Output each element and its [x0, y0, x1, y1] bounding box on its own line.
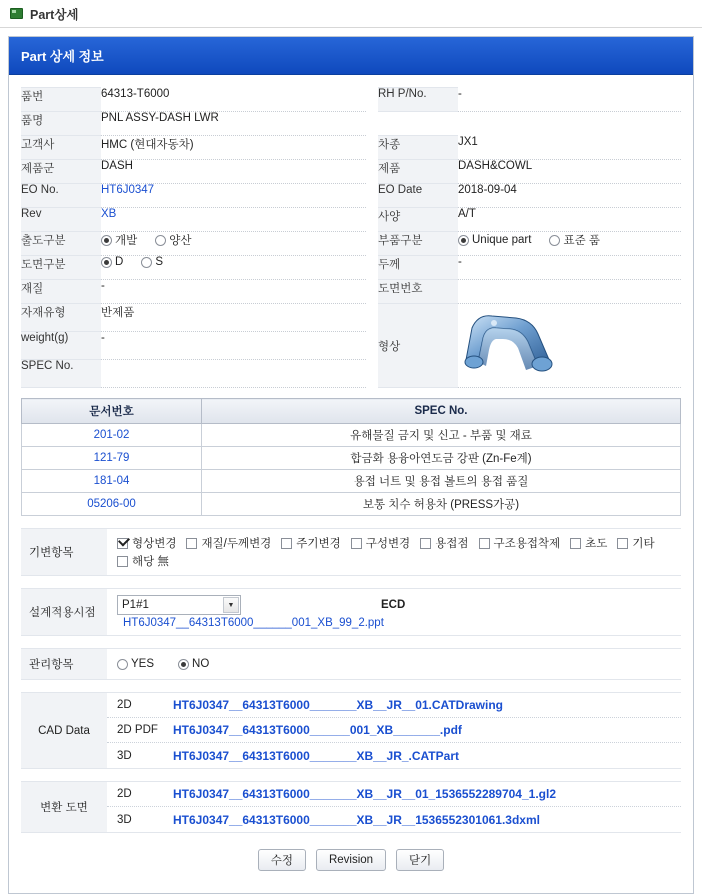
field-value-product-group: DASH: [101, 160, 366, 184]
field-label-part-type: 부품구분: [378, 232, 458, 256]
field-label-part-name: 품명: [21, 112, 101, 136]
field-value-spec-no: [101, 360, 366, 388]
checkbox-label: 해당 無: [132, 556, 169, 568]
field-value-part-type: [458, 232, 681, 256]
field-label-material: 재질: [21, 280, 101, 304]
checkbox-label: 재질/두께변경: [201, 538, 272, 550]
form-row: [21, 136, 681, 160]
button-bar: [21, 849, 681, 883]
spec-table-wrap: [21, 398, 681, 516]
field-value-weight: -: [101, 332, 366, 360]
field-value-eo-date: 2018-09-04: [458, 184, 681, 208]
design-apply-selected: P1#1: [122, 599, 149, 611]
cad-file-kind: 2D: [117, 699, 132, 711]
design-apply-label: 설계적용시점: [21, 589, 107, 635]
field-value-part-name: PNL ASSY-DASH LWR: [101, 112, 366, 136]
field-label-product-group: 제품군: [21, 160, 101, 184]
spec-header-row: [22, 399, 681, 424]
radio-label: S: [155, 256, 163, 268]
converted-drawing-section: [21, 781, 681, 833]
field-label-material-type: 자재유형: [21, 304, 101, 332]
converted-drawing-body: [107, 782, 681, 832]
page-container: [0, 28, 702, 894]
spec-table: [21, 398, 681, 516]
checkbox-icon: [281, 538, 292, 549]
form-row: [21, 88, 681, 112]
spec-col-spec-no: SPEC No.: [202, 399, 681, 424]
close-button[interactable]: 닫기: [396, 849, 444, 871]
field-label-spec: 사양: [378, 208, 458, 232]
checkbox-material-thickness-change[interactable]: [186, 535, 271, 551]
form-row: [21, 304, 681, 332]
field-value-shape: [458, 304, 681, 388]
field-label-eo-no: EO No.: [21, 184, 101, 208]
field-value-material-type: 반제품: [101, 304, 366, 332]
field-value-spec: A/T: [458, 208, 681, 232]
table-row: [22, 424, 681, 447]
list-item: [107, 743, 681, 768]
window-titlebar: [0, 0, 702, 28]
cad-file-link[interactable]: HT6J0347__64313T6000_______XB__JR_.CATPart: [173, 748, 459, 763]
radio-icon: [117, 659, 128, 670]
spec-doc-no[interactable]: 05206-00: [22, 493, 202, 516]
design-apply-select[interactable]: [117, 595, 241, 615]
panel-body: [9, 75, 693, 893]
field-value-drawing-type: [101, 256, 366, 280]
checkbox-label: 용접점: [435, 538, 469, 550]
checkbox-shape-change[interactable]: [117, 535, 176, 551]
field-label-drawing-type: 도면구분: [21, 256, 101, 280]
radio-label: YES: [131, 658, 155, 670]
radio-label: Unique part: [472, 234, 532, 246]
spec-doc-no[interactable]: 201-02: [22, 424, 202, 447]
design-apply-section: [21, 588, 681, 636]
spec-desc: 합금화 용융아연도금 강판 (Zn-Fe계): [202, 447, 681, 470]
cad-data-body: [107, 693, 681, 768]
checkbox-label: 주기변경: [296, 538, 341, 550]
spec-col-doc-no: 문서번호: [22, 399, 202, 424]
radio-standard-part[interactable]: [549, 232, 600, 248]
field-label-customer: 고객사: [21, 136, 101, 160]
radio-release-dev[interactable]: [101, 232, 137, 248]
list-item: [107, 718, 681, 743]
field-label-spec-no: SPEC No.: [21, 360, 101, 388]
checkbox-label: 형상변경: [132, 538, 177, 550]
change-items-section: [21, 528, 681, 576]
form-row: [21, 160, 681, 184]
checkbox-cycle-change[interactable]: [281, 535, 340, 551]
spec-desc: 용접 너트 및 용접 볼트의 용접 품질: [202, 470, 681, 493]
radio-icon: [101, 257, 112, 268]
field-value-rh-pno: -: [458, 88, 681, 112]
cad-data-section: [21, 692, 681, 769]
form-row: [21, 256, 681, 280]
field-label-shape: 형상: [378, 304, 458, 388]
form-row: [21, 232, 681, 256]
field-label-thickness: 두께: [378, 256, 458, 280]
manage-items-body: [107, 649, 681, 679]
checkbox-initial[interactable]: [570, 535, 607, 551]
window-icon: [10, 8, 23, 19]
field-value-product: DASH&COWL: [458, 160, 681, 184]
window-title: Part상세: [30, 7, 79, 22]
manage-items-section: [21, 648, 681, 680]
change-items-body: [107, 529, 681, 575]
ecd-label: ECD: [381, 599, 406, 611]
spec-desc: 보통 치수 허용차 (PRESS가공): [202, 493, 681, 516]
radio-release-mass[interactable]: [155, 232, 191, 248]
converted-file-link[interactable]: HT6J0347__64313T6000_______XB__JR__1536552301061.3dxml: [173, 812, 540, 827]
spec-doc-no[interactable]: 181-04: [22, 470, 202, 493]
field-label-empty: [378, 112, 458, 136]
radio-label: NO: [192, 658, 210, 670]
checkbox-label: 구조용접착제: [493, 538, 561, 550]
radio-icon: [458, 235, 469, 246]
table-row: [22, 447, 681, 470]
field-label-drawing-no: 도면번호: [378, 280, 458, 304]
change-items-label: 기변항목: [21, 529, 107, 575]
spec-desc: 유해물질 금지 및 신고 - 부품 및 재료: [202, 424, 681, 447]
list-item: [107, 782, 681, 807]
edit-button[interactable]: 수정: [258, 849, 306, 871]
radio-icon: [549, 235, 560, 246]
radio-icon: [178, 659, 189, 670]
checkbox-none[interactable]: [117, 553, 169, 569]
field-label-rh-pno: RH P/No.: [378, 88, 458, 112]
checkbox-icon: [117, 556, 128, 567]
cad-file-link[interactable]: HT6J0347__64313T6000______001_XB_______.pdf: [173, 723, 462, 737]
field-label-rev: Rev: [21, 208, 101, 232]
chevron-down-icon[interactable]: ▼: [223, 597, 239, 613]
spec-doc-no[interactable]: 121-79: [22, 447, 202, 470]
field-value-rev[interactable]: XB: [101, 208, 366, 232]
form-row: [21, 184, 681, 208]
list-item: [107, 807, 681, 832]
radio-label: 표준 품: [563, 235, 600, 247]
checkbox-label: 기타: [632, 538, 655, 550]
field-label-eo-date: EO Date: [378, 184, 458, 208]
checkbox-structural-adhesive[interactable]: [479, 535, 561, 551]
cad-data-label: CAD Data: [21, 693, 107, 768]
converted-file-kind: 2D: [117, 788, 132, 800]
radio-icon: [141, 257, 152, 268]
field-value-empty: [458, 112, 681, 136]
part-info-form: [21, 87, 681, 388]
cad-file-link[interactable]: HT6J0347__64313T6000_______XB__JR__01.CATDrawing: [173, 698, 503, 712]
ecd-file-link[interactable]: HT6J0347__64313T6000______001_XB_99_2.ppt: [123, 617, 384, 629]
radio-manage-no[interactable]: [178, 658, 209, 670]
checkbox-label: 초도: [585, 538, 608, 550]
form-row: [21, 112, 681, 136]
checkbox-label: 구성변경: [365, 538, 411, 550]
radio-label: 개발: [115, 235, 138, 247]
form-row: [21, 280, 681, 304]
field-value-drawing-no: [458, 280, 681, 304]
radio-drawing-s[interactable]: [141, 256, 163, 268]
radio-label: 양산: [169, 235, 192, 247]
field-value-eo-no[interactable]: HT6J0347: [101, 184, 366, 208]
field-label-weight: weight(g): [21, 332, 101, 360]
checkbox-etc[interactable]: [617, 535, 654, 551]
radio-label: D: [115, 256, 124, 268]
design-apply-body: [107, 589, 681, 635]
field-label-release-type: 출도구분: [21, 232, 101, 256]
converted-file-kind: 3D: [117, 813, 132, 826]
field-value-release-type: [101, 232, 366, 256]
table-row: [22, 470, 681, 493]
checkbox-icon: [186, 538, 197, 549]
radio-unique-part[interactable]: [458, 234, 531, 246]
cad-file-kind: 3D: [117, 749, 132, 762]
field-value-part-no: 64313-T6000: [101, 88, 366, 112]
field-value-thickness: -: [458, 256, 681, 280]
field-label-vehicle: 차종: [378, 136, 458, 160]
converted-drawing-label: 변환 도면: [21, 782, 107, 832]
checkbox-icon: [479, 538, 490, 549]
table-row: [22, 493, 681, 516]
revision-button[interactable]: Revision: [316, 849, 386, 871]
part-shape-image: [458, 304, 558, 378]
checkbox-icon: [570, 538, 581, 549]
radio-icon: [101, 235, 112, 246]
field-label-part-no: 품번: [21, 88, 101, 112]
checkbox-icon: [617, 538, 628, 549]
list-item: [107, 693, 681, 718]
radio-drawing-d[interactable]: [101, 256, 123, 268]
field-value-vehicle: JX1: [458, 136, 681, 160]
field-label-product: 제품: [378, 160, 458, 184]
manage-items-label: 관리항목: [21, 649, 107, 679]
checkbox-weld-point[interactable]: [420, 535, 468, 551]
radio-manage-yes[interactable]: [117, 658, 154, 670]
form-row: [21, 208, 681, 232]
field-value-material: -: [101, 280, 366, 304]
detail-panel: [8, 36, 694, 894]
checkbox-icon: [351, 538, 362, 549]
field-value-customer: HMC (현대자동차): [101, 136, 366, 160]
panel-title: Part 상세 정보: [9, 37, 693, 75]
checkbox-icon: [420, 538, 431, 549]
converted-file-link[interactable]: HT6J0347__64313T6000_______XB__JR__01_1536552289704_1.gl2: [173, 787, 557, 801]
cad-file-kind: 2D PDF: [117, 724, 158, 736]
checkbox-icon: [117, 538, 128, 549]
radio-icon: [155, 235, 166, 246]
checkbox-composition-change[interactable]: [351, 535, 410, 551]
